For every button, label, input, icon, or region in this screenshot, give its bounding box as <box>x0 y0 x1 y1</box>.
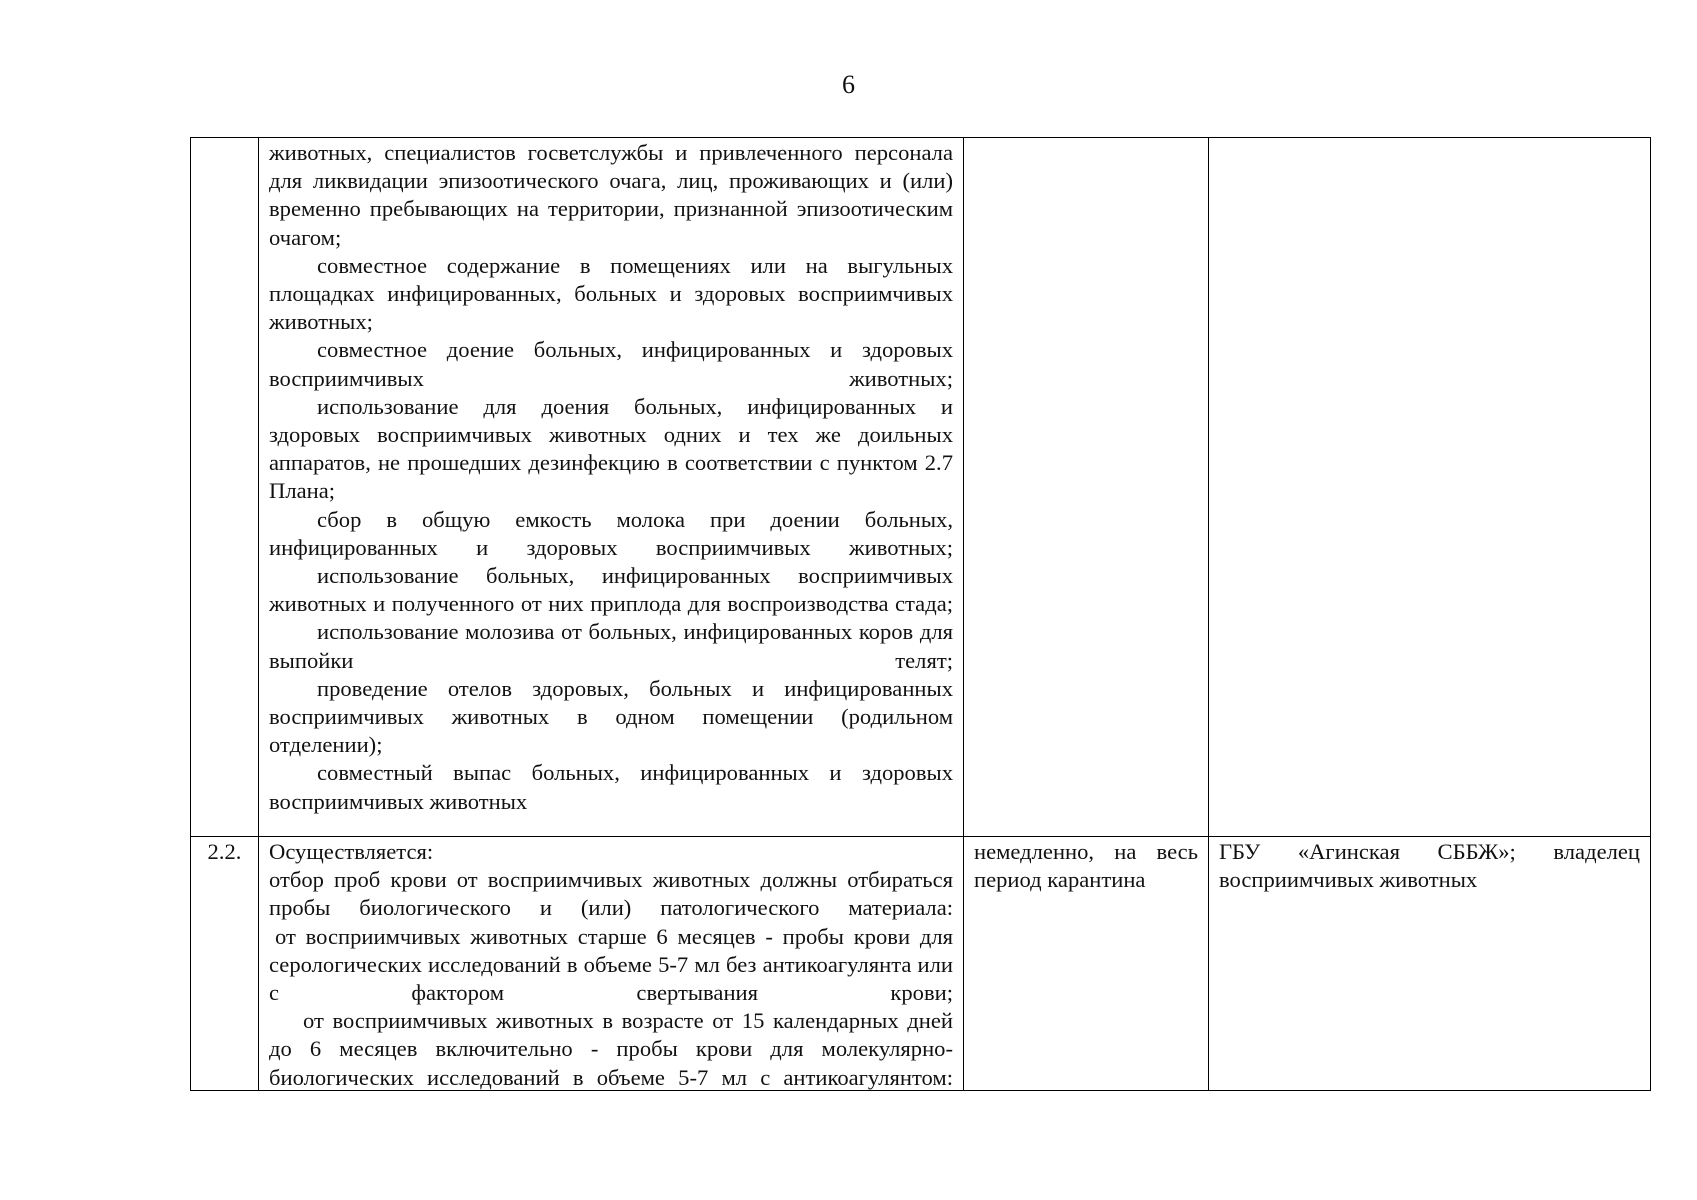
measure-paragraph: использование для доения больных, инфицированных и здоровых восприимчивых животных одних и тех же доильных аппаратов, не прошедших дезинфекцию в соответствии с пунктом 2.7 Плана; <box>269 393 953 504</box>
responsible-cell <box>1209 837 1651 1091</box>
table-row <box>191 138 1651 837</box>
measure-text-clip <box>269 838 953 1090</box>
measure-paragraph: использование молозива от больных, инфицированных коров для выпойки телят; <box>269 619 953 673</box>
responsible-cell <box>1209 138 1651 837</box>
measure-paragraph: использование больных, инфицированных восприимчивых животных и полученного от них приплода для воспроизводства стада; <box>269 563 953 617</box>
measure-paragraph: от восприимчивых животных в возрасте от 15 календарных дней до 6 месяцев включительно - пробы крови для молекулярно-биологических исследований в объеме 5-7 мл с антикоагулянтом: <box>269 1008 953 1090</box>
row-number-cell: 2.2. <box>191 837 259 1091</box>
term-cell <box>964 837 1209 1091</box>
page-number: 6 <box>842 70 855 99</box>
measure-paragraph: совместное доение больных, инфицированных и здоровых восприимчивых животных; <box>269 337 953 391</box>
measure-paragraph: совместный выпас больных, инфицированных и здоровых восприимчивых животных <box>269 760 953 814</box>
measure-text-cell <box>259 138 964 837</box>
table-row <box>191 837 1651 1091</box>
measure-paragraph: животных, специалистов госветслужбы и привлеченного персонала для ликвидации эпизоотического очага, лиц, проживающих и (или) временно пребывающих на территории, признанной эпизоотическим очагом; <box>269 140 953 250</box>
term-cell <box>964 138 1209 837</box>
measure-paragraph: от восприимчивых животных старше 6 месяцев - пробы крови для серологических исследований в объеме 5-7 мл без антикоагулянта или с фактором свертывания крови; <box>269 923 953 1006</box>
responsible-text: ГБУ «Агинская СББЖ»; владелец восприимчивых животных <box>1219 839 1640 893</box>
term-text: немедленно, на весь период карантина <box>974 839 1198 893</box>
measure-paragraph: Осуществляется: <box>269 839 434 864</box>
measures-table <box>190 137 1651 1091</box>
row-number-cell <box>191 138 259 837</box>
measure-paragraph: сбор в общую емкость молока при доении больных, инфицированных и здоровых восприимчивых животных; <box>269 506 953 560</box>
measure-paragraph: отбор проб крови от восприимчивых животных должны отбираться пробы биологического и (или) патологического материала: <box>269 867 953 921</box>
measure-paragraph: совместное содержание в помещениях или на выгульных площадках инфицированных, больных и здоровых восприимчивых животных; <box>269 252 953 335</box>
measure-text-cell <box>259 837 964 1091</box>
measure-paragraph: проведение отелов здоровых, больных и инфицированных восприимчивых животных в одном помещении (родильном отделении); <box>269 675 953 758</box>
